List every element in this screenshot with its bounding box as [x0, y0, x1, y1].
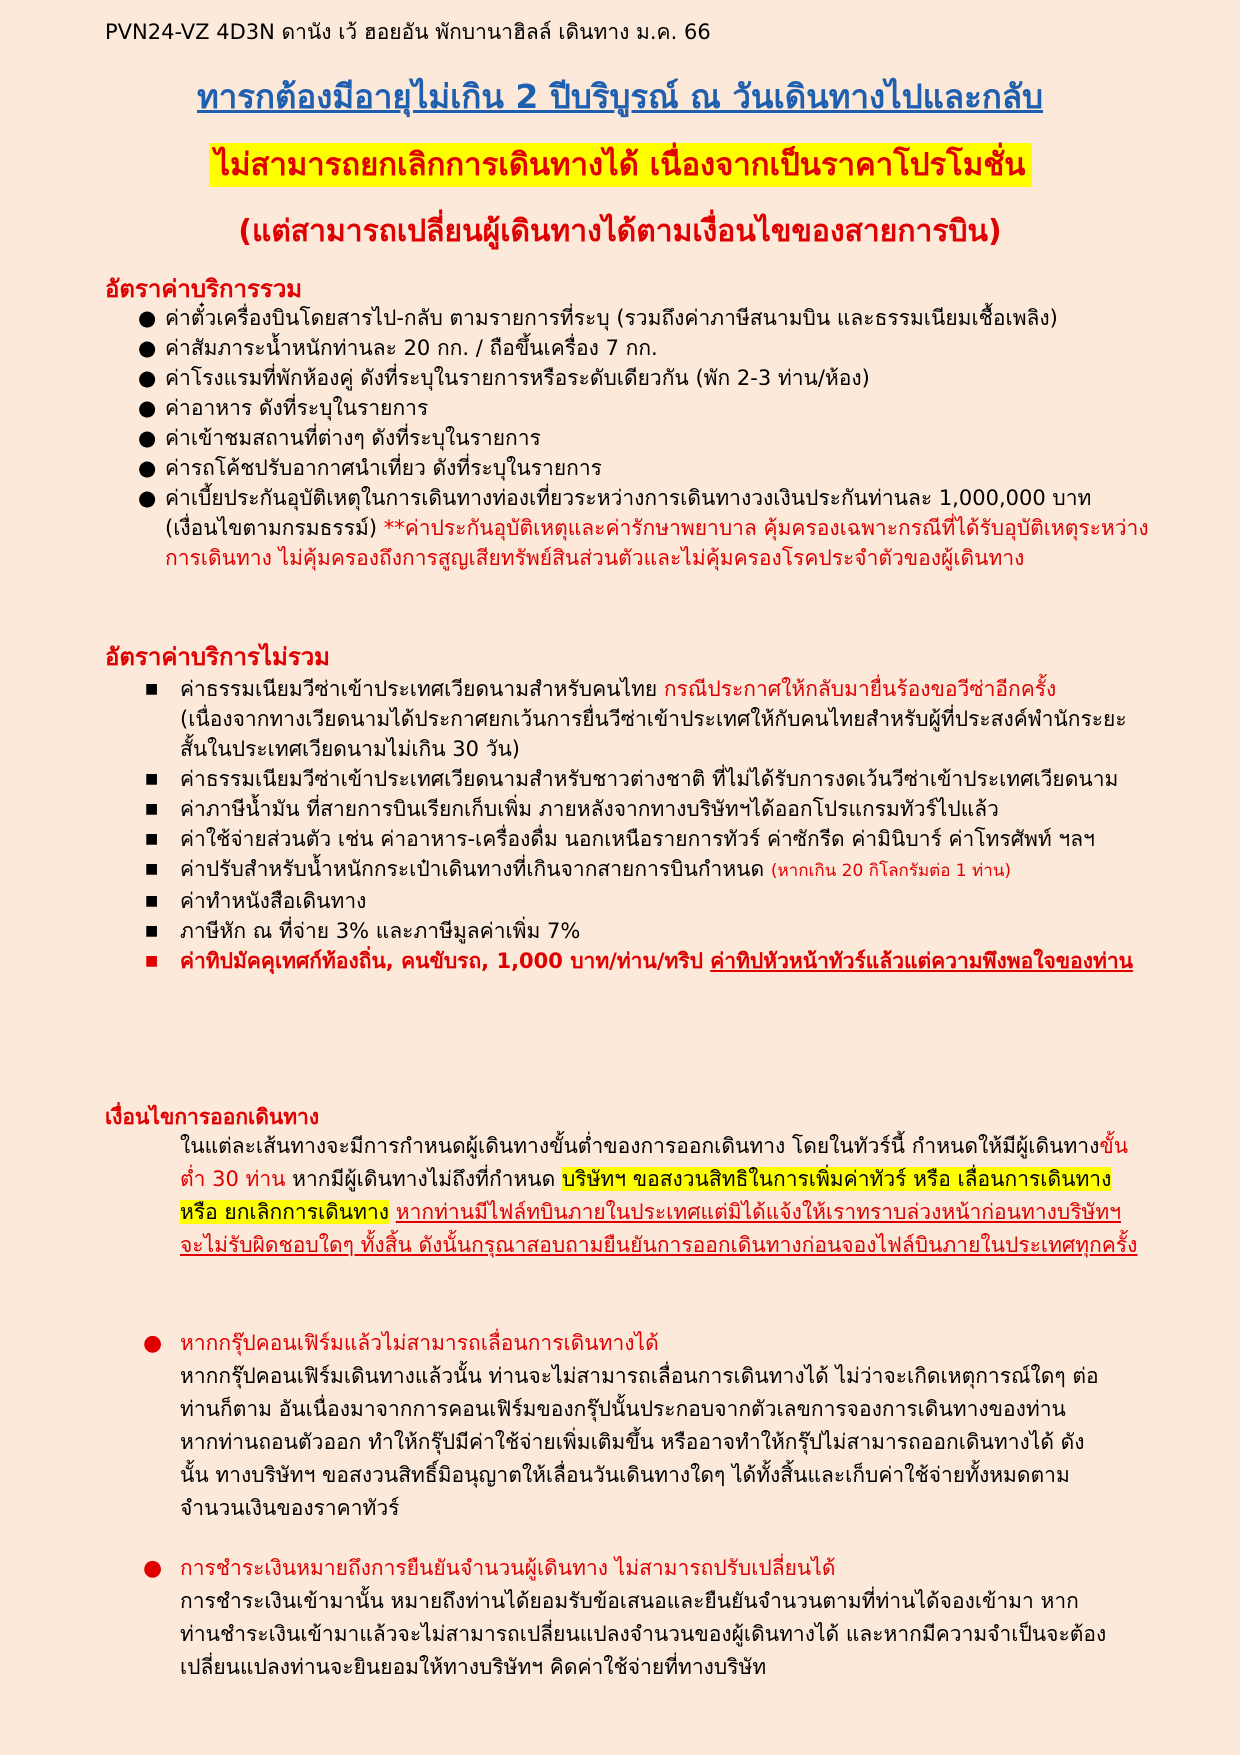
square-bullet-icon: ■ — [145, 831, 159, 847]
list-item: ■ ค่าปรับสำหรับน้ำหนักกระเป๋าเดินทางที่เกินจากสายการบินกำหนด (หากเกิน 20 กิโลกรัมต่อ 1 ท่าน) — [180, 854, 1150, 886]
bullet-icon: ● — [138, 336, 157, 360]
infant-age-notice: ทารกต้องมีอายุไม่เกิน 2 ปีบริบูรณ์ ณ วันเดินทางไปและกลับ — [196, 77, 1044, 116]
condition-block — [143, 1552, 1110, 1684]
list-item: ■ ค่าทิปมัคคุเทศก์ท้องถิ่น, คนขับรถ, 1,000 บาท/ท่าน/ทริป ค่าทิปหัวหน้าทัวร์แล้วแต่ความพึงพอใจของท่าน — [180, 946, 1150, 976]
list-item: ● ค่าเข้าชมสถานที่ต่างๆ ดังที่ระบุในรายการ — [165, 423, 1155, 453]
list-item: ● ค่าตั๋วเครื่องบินโดยสารไป-กลับ ตามรายการที่ระบุ (รวมถึงค่าภาษีสนามบิน และธรรมเนียมเชื้อเพลิง) — [165, 303, 1155, 333]
square-bullet-icon: ■ — [145, 771, 159, 787]
condition-title: การชำระเงินหมายถึงการยืนยันจำนวนผู้เดินทาง ไม่สามารถปรับเปลี่ยนได้ — [180, 1556, 836, 1580]
list-item: ■ ภาษีหัก ณ ที่จ่าย 3% และภาษีมูลค่าเพิ่ม 7% — [180, 916, 1150, 946]
bullet-icon: ● — [138, 396, 157, 420]
list-item: ■ ค่าทำหนังสือเดินทาง — [180, 886, 1150, 916]
list-item: ■ ค่าธรรมเนียมวีซ่าเข้าประเทศเวียดนามสำหรับคนไทย กรณีประกาศให้กลับมายื่นร้องขอวีซ่าอีกครั้ง (เนื่องจากทางเวียดนามได้ประกาศยกเว้นการยื่นวีซ่าเข้าประเทศให้กับคนไทยสำหรับผู้ที่ประสงค์พำนักระยะสั้นในประเทศเวียดนามไม่เกิน 30 วัน) — [180, 674, 1150, 764]
condition-body: หากกรุ๊ปคอนเฟิร์มเดินทางแล้วนั้น ท่านจะไม่สามารถเลื่อนการเดินทางได้ ไม่ว่าจะเกิดเหตุการณ์ใดๆ ต่อท่านก็ตาม อันเนื่องมาจากการคอนเฟิร์มของกรุ๊ปนั้นประกอบจากตัวเลขการจองการเดินทางของท่าน หากท่านถอนตัวออก ทำให้กรุ๊ปมีค่าใช้จ่ายเพิ่มเติมขึ้น หรืออาจทำให้กรุ๊ปไม่สามารถออกเดินทางได้ ดังนั้น ทางบริษัทฯ ขอสงวนสิทธิ์มิอนุญาตให้เลื่อนวันเดินทางใดๆ ได้ทั้งสิ้นและเก็บค่าใช้จ่ายทั้งหมดตามจำนวนเงินของราคาทัวร์ — [180, 1364, 1099, 1520]
list-item: ● ค่าโรงแรมที่พักห้องคู่ ดังที่ระบุในรายการหรือระดับเดียวกัน (พัก 2-3 ท่าน/ห้อง) — [165, 363, 1155, 393]
no-cancel-wrap — [0, 143, 1240, 187]
square-bullet-icon: ■ — [145, 923, 159, 939]
conditions-paragraph: ในแต่ละเส้นทางจะมีการกำหนดผู้เดินทางขั้นต่ำของการออกเดินทาง โดยในทัวร์นี้ กำหนดให้มีผู้เดินทางขั้นต่ำ 30 ท่าน หากมีผู้เดินทางไม่ถึงที่กำหนด บริษัทฯ ขอสงวนสิทธิในการเพิ่มค่าทัวร์ หรือ เลื่อนการเดินทาง หรือ ยกเลิกการเดินทาง หากท่านมีไฟล์ทบินภายในประเทศแต่มิได้แจ้งให้เราทราบล่วงหน้าก่อนทางบริษัทฯ จะไม่รับผิดชอบใดๆ ทั้งสิ้น ดังนั้นกรุณาสอบถามยืนยันการออกเดินทางก่อนจองไฟล์บินภายในประเทศทุกครั้ง — [180, 1134, 1138, 1257]
square-bullet-icon: ■ — [145, 861, 159, 877]
condition-block — [143, 1327, 1110, 1525]
square-bullet-icon: ■ — [145, 893, 159, 909]
list-item: ● ค่ารถโค้ชปรับอากาศนำเที่ยว ดังที่ระบุในรายการ — [165, 453, 1155, 483]
bullet-icon: ● — [138, 456, 157, 480]
included-list — [138, 303, 1155, 573]
bullet-icon: ● — [143, 1556, 163, 1581]
list-item: ● ค่าสัมภาระน้ำหนักท่านละ 20 กก. / ถือขึ้นเครื่อง 7 กก. — [165, 333, 1155, 363]
excluded-heading: อัตราค่าบริการไม่รวม — [105, 643, 330, 671]
square-bullet-icon: ■ — [145, 681, 159, 697]
conditions-heading: เงื่อนไขการออกเดินทาง — [105, 1105, 320, 1129]
insurance-note: **ค่าประกันอุบัติเหตุและค่ารักษาพยาบาล คุ้มครองเฉพาะกรณีที่ได้รับอุบัติเหตุระหว่างการเดินทาง ไม่คุ้มครองถึงการสูญเสียทรัพย์สินส่วนตัวและไม่คุ้มครองโรคประจำตัวของผู้เดินทาง — [165, 516, 1149, 570]
list-item: ● ค่าอาหาร ดังที่ระบุในรายการ — [165, 393, 1155, 423]
list-item: ■ ค่าภาษีน้ำมัน ที่สายการบินเรียกเก็บเพิ่ม ภายหลังจากทางบริษัทฯได้ออกโปรแกรมทัวร์ไปแล้ว — [180, 794, 1150, 824]
tour-code: PVN24-VZ 4D3N ดานัง เว้ ฮอยอัน พักบานาฮิลล์ เดินทาง ม.ค. 66 — [105, 20, 711, 44]
bullet-icon: ● — [143, 1331, 163, 1356]
list-item: ■ ค่าธรรมเนียมวีซ่าเข้าประเทศเวียดนามสำหรับชาวต่างชาติ ที่ไม่ได้รับการงดเว้นวีซ่าเข้าประเทศเวียดนาม — [180, 764, 1150, 794]
bullet-icon: ● — [138, 426, 157, 450]
excluded-list — [145, 674, 1150, 976]
change-traveler-notice: (แต่สามารถเปลี่ยนผู้เดินทางได้ตามเงื่อนไขของสายการบิน) — [238, 214, 1002, 249]
list-item: ■ ค่าใช้จ่ายส่วนตัว เช่น ค่าอาหาร-เครื่องดื่ม นอกเหนือรายการทัวร์ ค่าซักรีด ค่ามินิบาร์ ค่าโทรศัพท์ ฯลฯ — [180, 824, 1150, 854]
square-bullet-icon: ■ — [145, 801, 159, 817]
bullet-icon: ● — [138, 366, 157, 390]
condition-title: หากกรุ๊ปคอนเฟิร์มแล้วไม่สามารถเลื่อนการเดินทางได้ — [180, 1331, 659, 1355]
insurance-item: ● ค่าเบี้ยประกันอุบัติเหตุในการเดินทางท่องเที่ยวระหว่างการเดินทางวงเงินประกันท่านละ 1,000,000 บาท (เงื่อนไขตามกรมธรรม์) **ค่าประกันอุบัติเหตุและค่ารักษาพยาบาล คุ้มครองเฉพาะกรณีที่ได้รับอุบัติเหตุระหว่างการเดินทาง ไม่คุ้มครองถึงการสูญเสียทรัพย์สินส่วนตัวและไม่คุ้มครองโรคประจำตัวของผู้เดินทาง — [165, 483, 1155, 573]
condition-body: การชำระเงินเข้ามานั้น หมายถึงท่านได้ยอมรับข้อเสนอและยืนยันจำนวนตามที่ท่านได้จองเข้ามา หากท่านชำระเงินเข้ามาแล้วจะไม่สามารถเปลี่ยนแปลงจำนวนของผู้เดินทางได้ และหากมีความจำเป็นจะต้องเปลี่ยนแปลงท่านจะยินยอมให้ทางบริษัทฯ คิดค่าใช้จ่ายที่ทางบริษัท — [180, 1589, 1107, 1679]
included-heading: อัตราค่าบริการรวม — [105, 275, 303, 303]
square-bullet-icon: ■ — [145, 953, 159, 969]
no-cancel-notice: ไม่สามารถยกเลิกการเดินทางได้ เนื่องจากเป็นราคาโปรโมชั่น — [209, 143, 1032, 187]
bullet-icon: ● — [138, 306, 157, 330]
bullet-icon: ● — [138, 486, 157, 510]
